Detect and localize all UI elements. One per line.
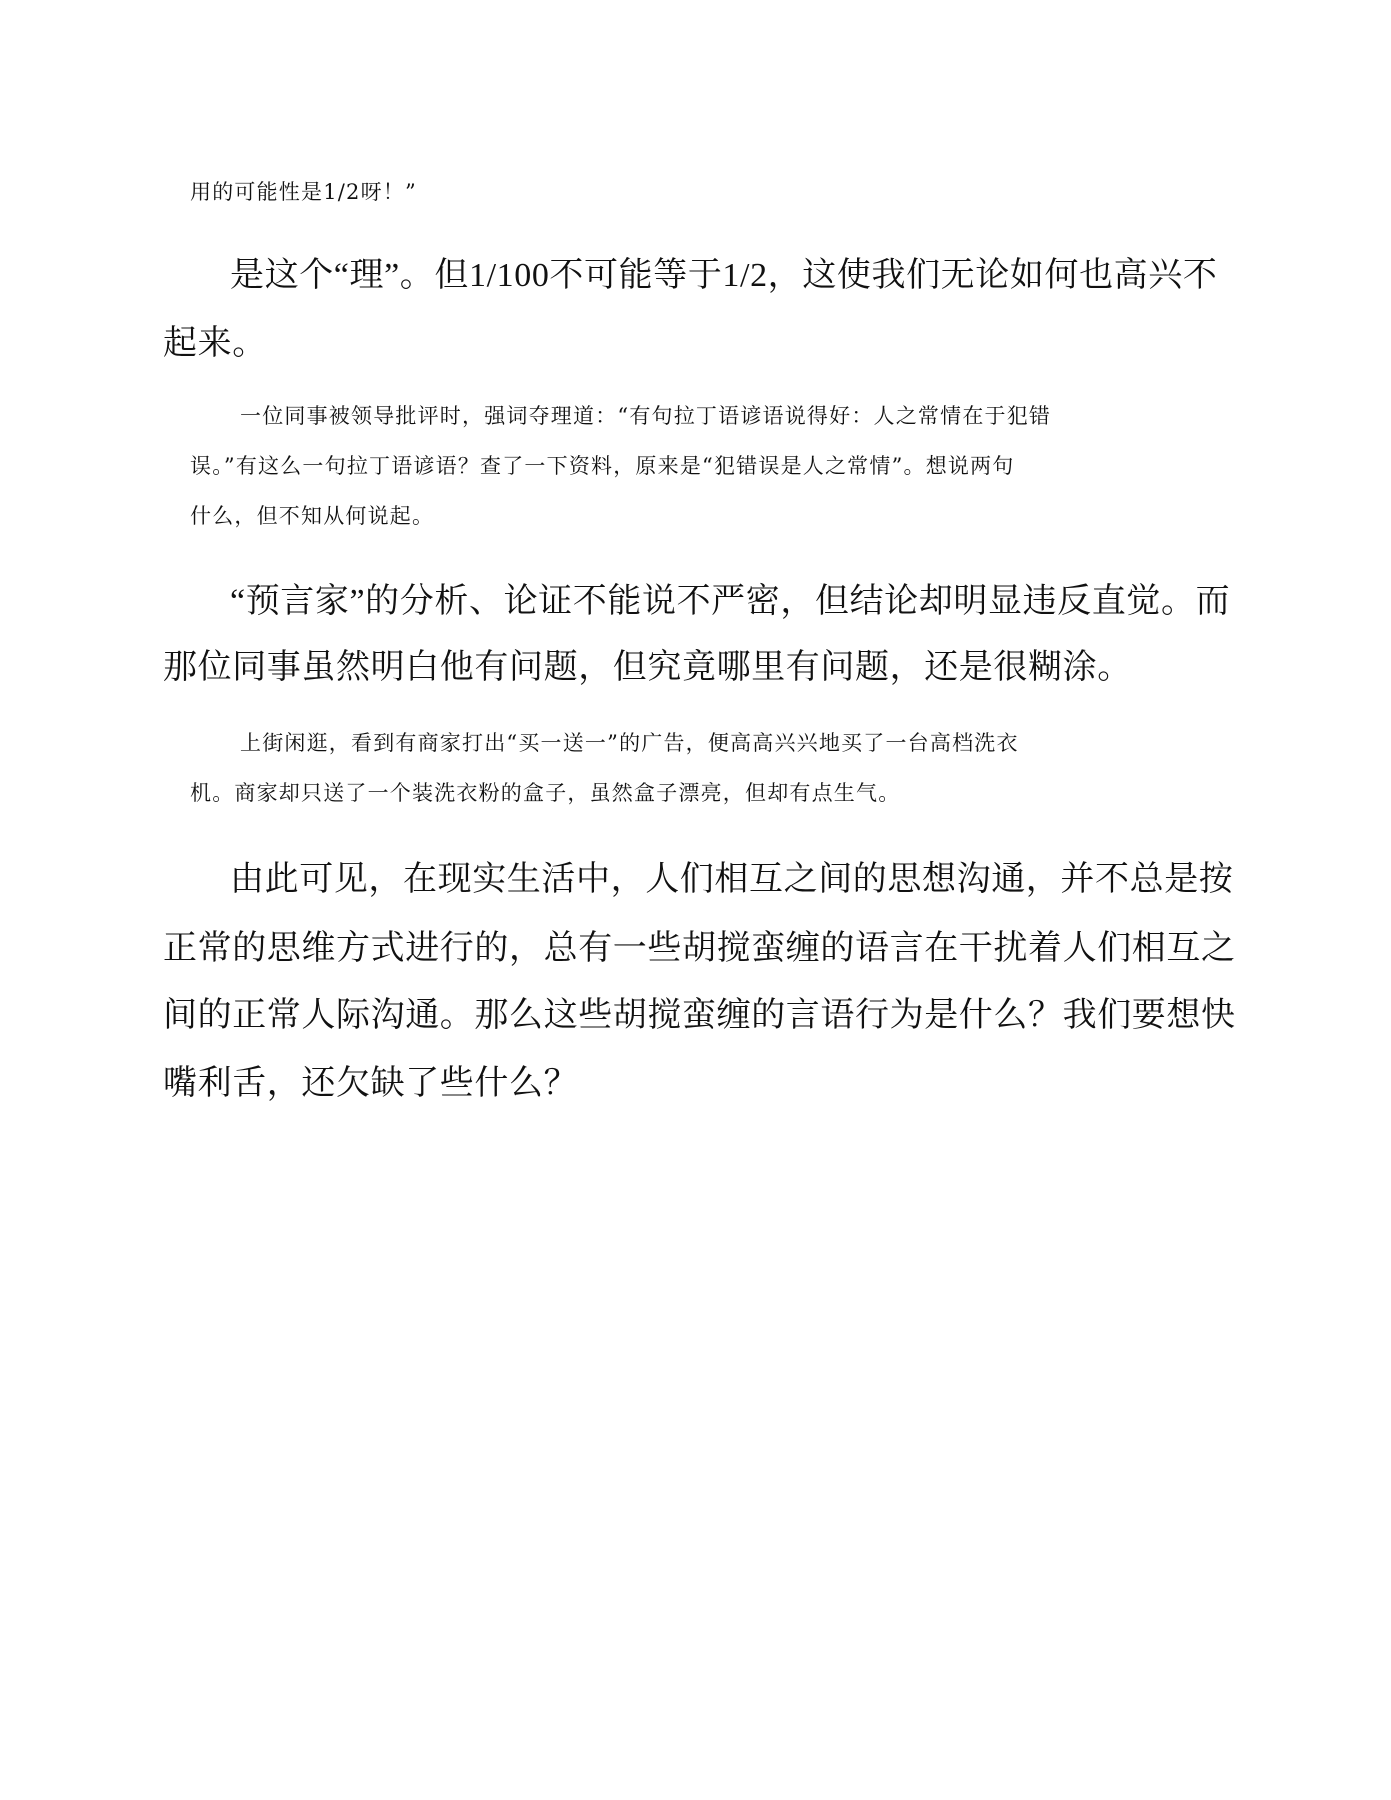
quote-fragment-line: 用的可能性是1/2呀！” [190,180,417,204]
paragraph-3-line: 间的正常人际沟通。那么这些胡搅蛮缠的言语行为是什么？我们要想快 [163,997,1236,1034]
paragraph-3-line: 由此可见，在现实生活中，人们相互之间的思想沟通，并不总是按 [230,861,1234,898]
quote-shopping-line: 机。商家却只送了一个装洗衣粉的盒子，虽然盒子漂亮，但却有点生气。 [190,781,901,805]
quote-colleague-line: 一位同事被领导批评时，强词夺理道：“有句拉丁语谚语说得好：人之常情在于犯错 [240,404,1052,428]
quote-shopping-line: 上街闲逛，看到有商家打出“买一送一”的广告，便高高兴兴地买了一台高档洗衣 [240,731,1019,755]
paragraph-2-line: “预言家”的分析、论证不能说不严密，但结论却明显违反直觉。而 [230,583,1231,620]
quote-colleague-line: 误。”有这么一句拉丁语谚语？查了一下资料，原来是“犯错误是人之常情”。想说两句 [190,454,1015,478]
paragraph-1-line: 起来。 [163,325,267,362]
paragraph-2-line: 那位同事虽然明白他有问题，但究竟哪里有问题，还是很糊涂。 [163,649,1132,686]
paragraph-3-line: 嘴利舌，还欠缺了些什么？ [163,1065,579,1102]
paragraph-1-line: 是这个“理”。但1/100不可能等于1/2，这使我们无论如何也高兴不 [230,257,1218,294]
paragraph-3-line: 正常的思维方式进行的，总有一些胡搅蛮缠的语言在干扰着人们相互之 [163,930,1236,967]
quote-colleague-line: 什么，但不知从何说起。 [190,504,435,528]
